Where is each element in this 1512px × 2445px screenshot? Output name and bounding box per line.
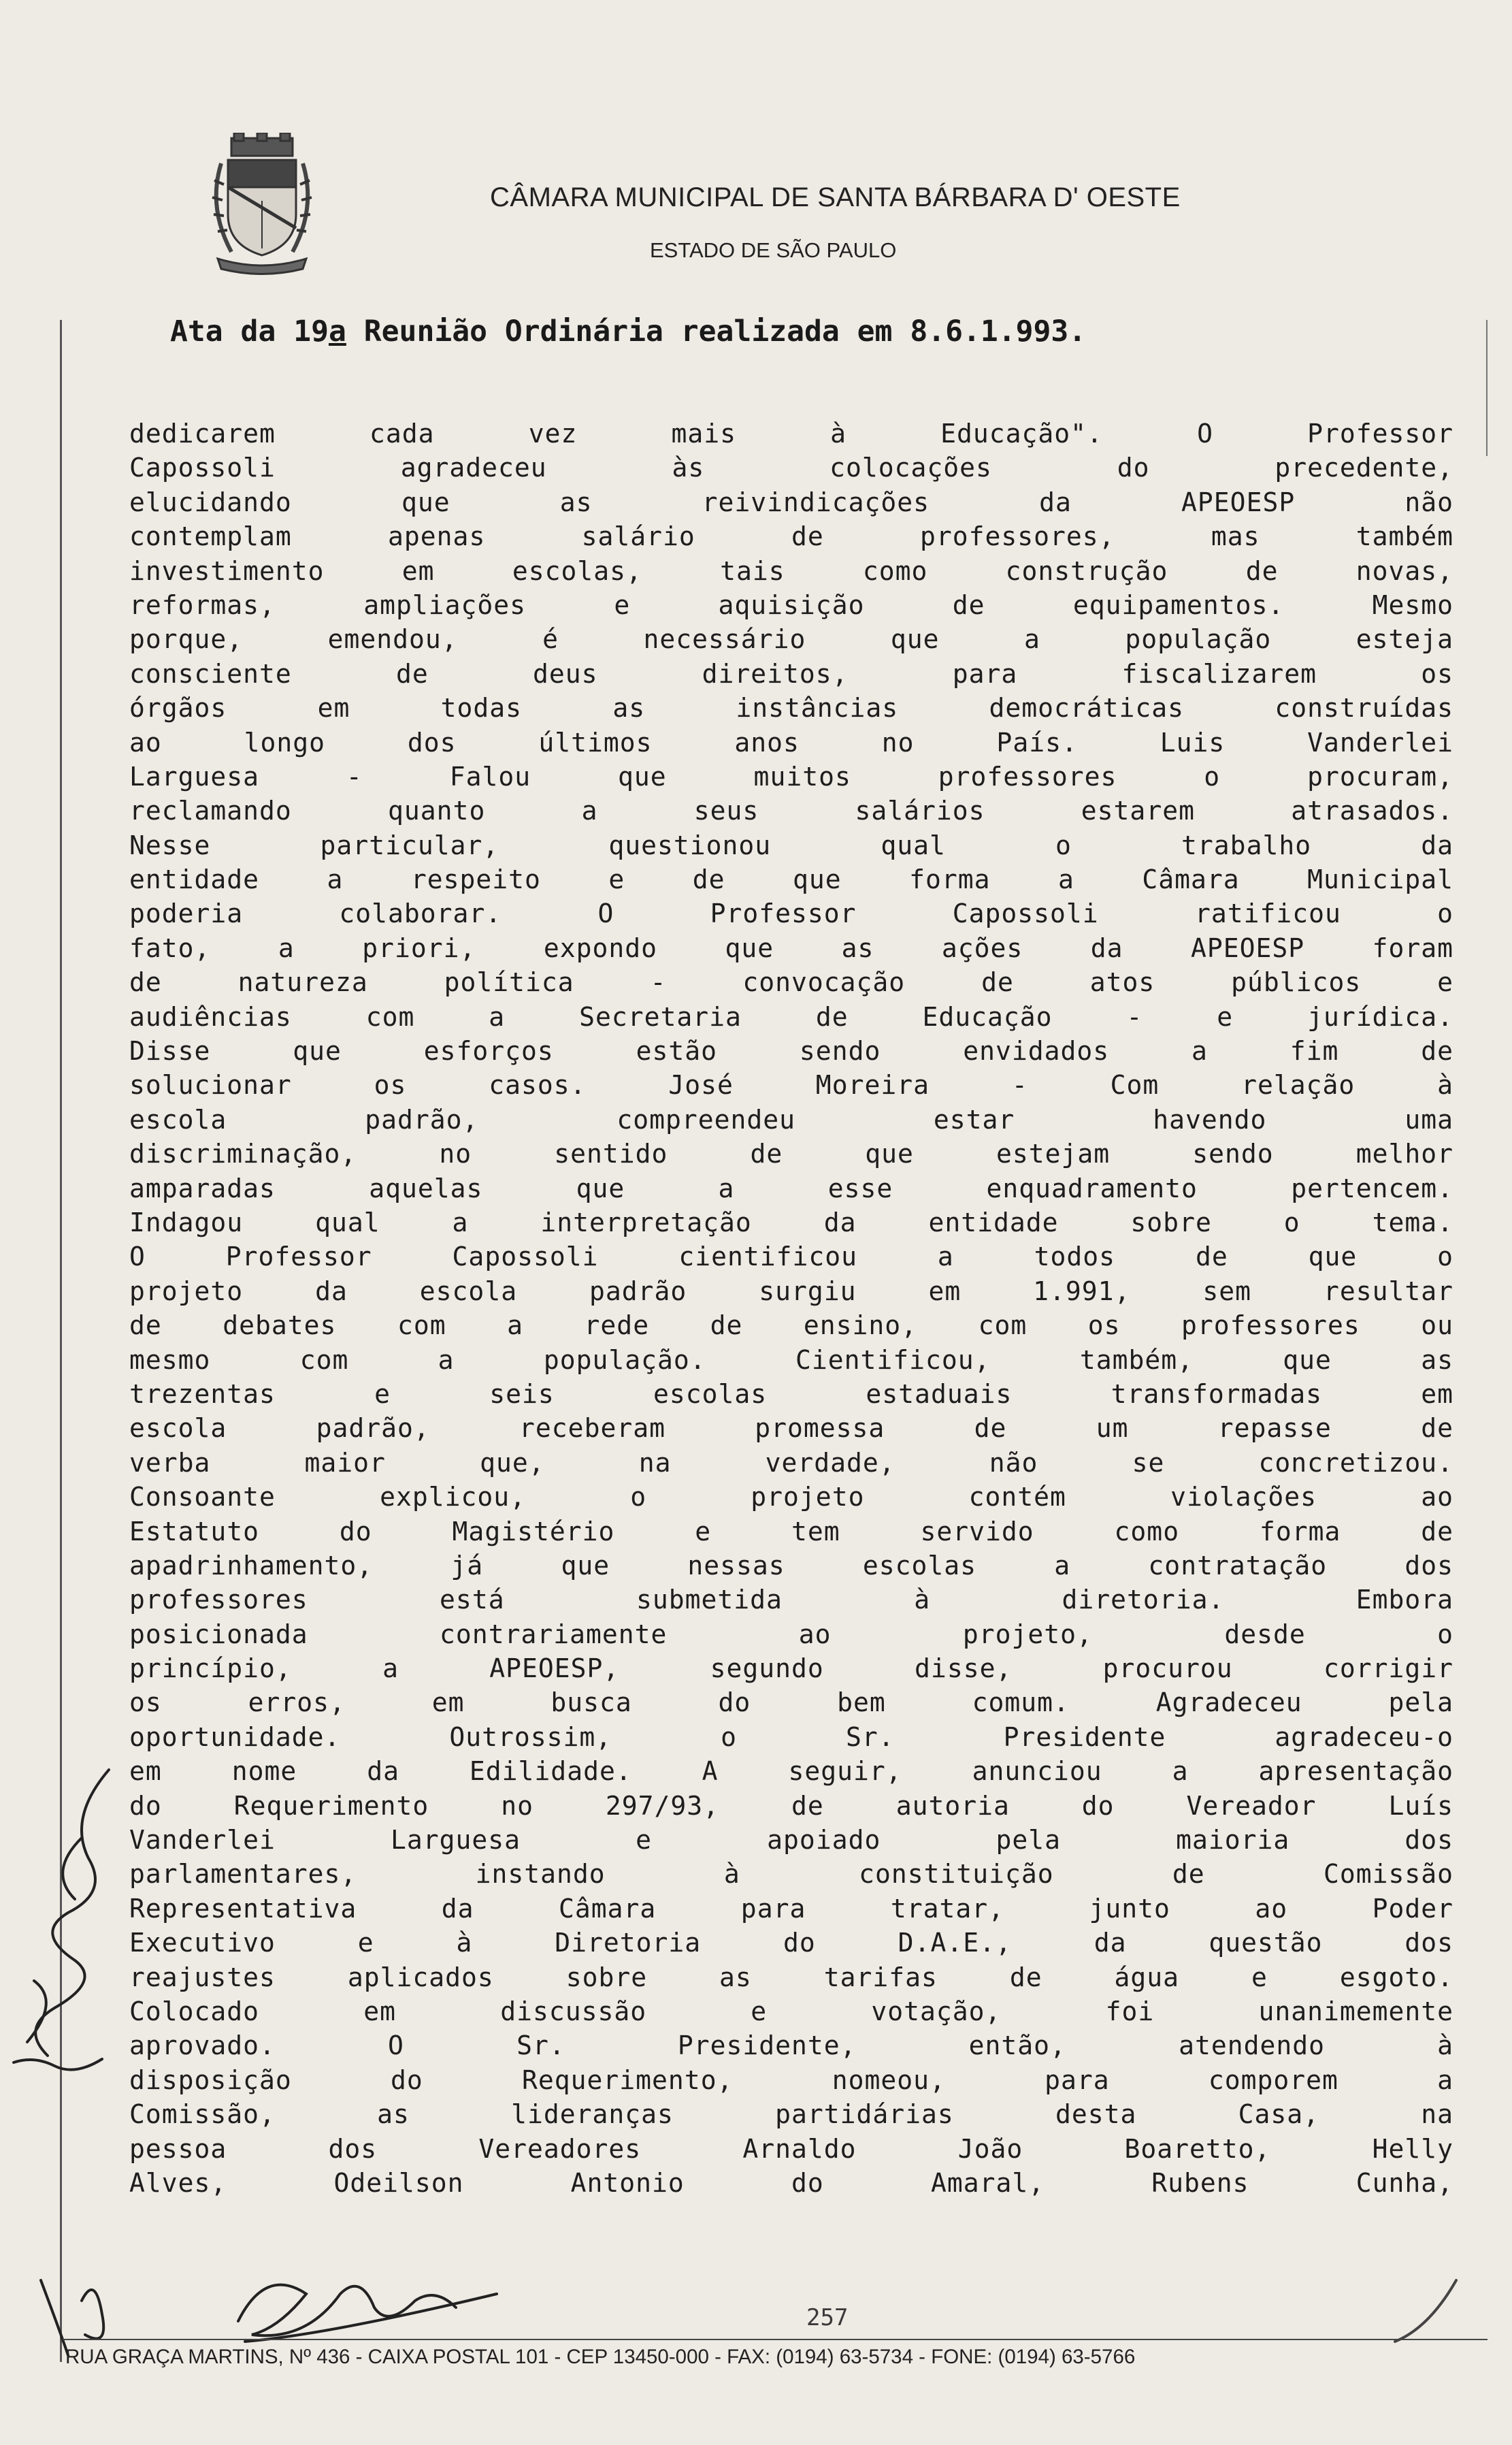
text-line: Nesse particular, questionou qual o trabalho da <box>129 830 1453 860</box>
text-line: ao longo dos últimos anos no País. Luis Vanderlei <box>129 727 1453 758</box>
text-line: de debates com a rede de ensino, com os professores ou <box>129 1310 1453 1341</box>
text-line: órgãos em todas as instâncias democráticas construídas <box>129 693 1453 724</box>
text-line: Comissão, as lideranças partidárias desta Casa, na <box>129 2099 1453 2130</box>
text-line: Alves, Odeilson Antonio do Amaral, Rubens Cunha, <box>129 2167 1453 2198</box>
title-prefix: Ata da 19 <box>170 314 329 349</box>
coat-of-arms-icon <box>204 133 320 276</box>
page-number: 257 <box>806 2304 849 2331</box>
text-line: escola padrão, compreendeu estar havendo uma <box>129 1104 1453 1135</box>
text-line: de natureza política - convocação de atos públicos e <box>129 967 1453 998</box>
text-line: entidade a respeito e de que forma a Câmara Municipal <box>129 864 1453 895</box>
text-line: princípio, a APEOESP, segundo disse, procurou corrigir <box>129 1653 1453 1684</box>
text-line: escola padrão, receberam promessa de um repasse de <box>129 1413 1453 1444</box>
minutes-title <box>170 314 1086 349</box>
text-line: Vanderlei Larguesa e apoiado pela maioria dos <box>129 1825 1453 1856</box>
footer-rule <box>63 2339 1488 2340</box>
text-line: parlamentares, instando à constituição de Comissão <box>129 1859 1453 1890</box>
text-line: Estatuto do Magistério e tem servido como forma de <box>129 1516 1453 1547</box>
text-line: Colocado em discussão e votação, foi unanimemente <box>129 1996 1453 2026</box>
text-line: consciente de deus direitos, para fiscalizarem os <box>129 658 1453 689</box>
text-line: reclamando quanto a seus salários estarem atrasados. <box>129 796 1453 826</box>
text-line: solucionar os casos. José Moreira - Com relação à <box>129 1070 1453 1101</box>
text-line: Consoante explicou, o projeto contém violações ao <box>129 1482 1453 1512</box>
text-line: discriminação, no sentido de que estejam sendo melhor <box>129 1139 1453 1169</box>
text-line: Indagou qual a interpretação da entidade sobre o tema. <box>129 1207 1453 1237</box>
text-line: O Professor Capossoli cientificou a todos de que o <box>129 1242 1453 1272</box>
text-line: aprovado. O Sr. Presidente, então, atendendo à <box>129 2030 1453 2061</box>
text-line: amparadas aquelas que a esse enquadramento pertencem. <box>129 1173 1453 1203</box>
text-line: Larguesa - Falou que muitos professores o procuram, <box>129 761 1453 792</box>
text-line: os erros, em busca do bem comum. Agradeceu pela <box>129 1687 1453 1718</box>
text-line: apadrinhamento, já que nessas escolas a contratação dos <box>129 1550 1453 1581</box>
signature-left-icon <box>7 1756 116 2076</box>
handwritten-mark-icon <box>1381 2267 1477 2348</box>
text-line: fato, a priori, expondo que as ações da APEOESP foram <box>129 933 1453 963</box>
text-line: do Requerimento no 297/93, de autoria do Vereador Luís <box>129 1790 1453 1821</box>
text-line: Capossoli agradeceu às colocações do precedente, <box>129 453 1453 483</box>
text-line: Executivo e à Diretoria do D.A.E., da questão dos <box>129 1928 1453 1958</box>
text-line: professores está submetida à diretoria. Embora <box>129 1585 1453 1615</box>
text-line: pessoa dos Vereadores Arnaldo João Boaretto, Helly <box>129 2133 1453 2164</box>
text-line: disposição do Requerimento, nomeou, para comporem a <box>129 2065 1453 2095</box>
institution-name: CÂMARA MUNICIPAL DE SANTA BÁRBARA D' OESTE <box>490 182 1181 212</box>
text-line: dedicarem cada vez mais à Educação". O Professor <box>129 419 1453 449</box>
text-line: Representativa da Câmara para tratar, junto ao Poder <box>129 1893 1453 1924</box>
text-line: mesmo com a população. Cientificou, também, que as <box>129 1344 1453 1375</box>
text-line: reformas, ampliações e aquisição de equipamentos. Mesmo <box>129 589 1453 620</box>
minutes-body <box>129 417 1453 2200</box>
text-line: trezentas e seis escolas estaduais transformadas em <box>129 1378 1453 1409</box>
text-line: reajustes aplicados sobre as tarifas de água e esgoto. <box>129 1962 1453 1992</box>
title-suffix: Reunião Ordinária realizada em 8.6.1.993. <box>346 314 1087 349</box>
state-name: ESTADO DE SÃO PAULO <box>650 238 897 262</box>
footer-address: RUA GRAÇA MARTINS, Nº 436 - CAIXA POSTAL 101 - CEP 13450-000 - FAX: (0194) 63-5734 - FONE: (0194) 63-5766 <box>65 2346 1136 2368</box>
text-line: em nome da Edilidade. A seguir, anunciou a apresentação <box>129 1756 1453 1787</box>
text-line: oportunidade. Outrossim, o Sr. Presidente agradeceu-o <box>129 1721 1453 1752</box>
title-ordinal: a <box>329 314 346 349</box>
text-line: verba maior que, na verdade, não se concretizou. <box>129 1447 1453 1478</box>
text-line: posicionada contrariamente ao projeto, desde o <box>129 1619 1453 1649</box>
text-line: projeto da escola padrão surgiu em 1.991, sem resultar <box>129 1276 1453 1306</box>
right-margin-rule <box>1486 320 1488 456</box>
text-line: investimento em escolas, tais como construção de novas, <box>129 555 1453 586</box>
text-line: elucidando que as reivindicações da APEOESP não <box>129 487 1453 517</box>
text-line: contemplam apenas salário de professores, mas também <box>129 521 1453 552</box>
text-line: porque, emendou, é necessário que a população esteja <box>129 624 1453 655</box>
text-line: poderia colaborar. O Professor Capossoli ratificou o <box>129 898 1453 929</box>
text-line: Disse que esforços estão sendo envidados a fim de <box>129 1036 1453 1067</box>
text-line: audiências com a Secretaria de Educação - e jurídica. <box>129 1001 1453 1032</box>
